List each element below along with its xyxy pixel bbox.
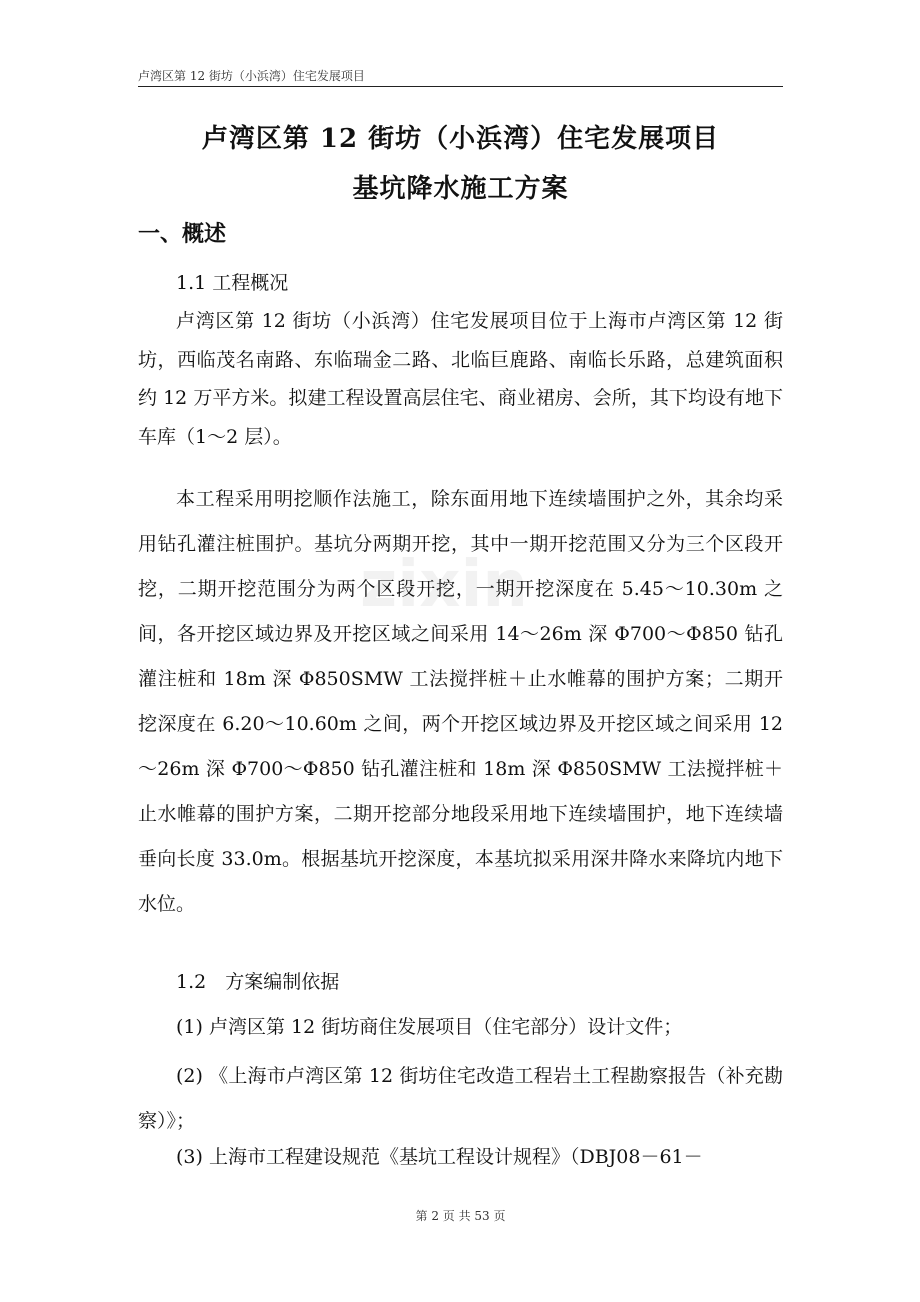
basis-item-1: (1) 卢湾区第 12 街坊商住发展项目（住宅部分）设计文件；: [176, 1016, 683, 1038]
subsection-title-1-1: 1.1 工程概况: [176, 272, 289, 294]
page-header: [138, 62, 783, 87]
watermark: zixin: [360, 548, 528, 622]
basis-item-3: (3) 上海市工程建设规范《基坑工程设计规程》（DBJ08－61－: [176, 1146, 703, 1168]
basis-item-2: (2) 《上海市卢湾区第 12 街坊住宅改造工程岩土工程勘察报告（补充勘察）》；: [138, 1065, 783, 1132]
document-title: 卢湾区第 12 街坊（小浜湾）住宅发展项目: [201, 124, 720, 154]
header-text: 卢湾区第 12 街坊（小浜湾）住宅发展项目: [138, 69, 365, 83]
subsection-title-1-2: 1.2 方案编制依据: [176, 971, 340, 993]
document-subtitle: 基坑降水施工方案: [352, 174, 569, 204]
paragraph-overview-2: 本工程采用明挖顺作法施工，除东面用地下连续墙围护之外，其余均采用钻孔灌注桩围护。基坑分两期开挖，其中一期开挖范围又分为三个区段开挖，二期开挖范围分为两个区段开挖，一期开挖深度在 5.45～10.30m 之间，各开挖区域边界及开挖区域之间采用 14～26m 深 Φ700～Φ850 钻孔灌注桩和 18m 深 Φ850SMW 工法搅拌桩＋止水帷幕的围护方案；二期开挖深度在 6.20～10.60m 之间，两个开挖区域边界及开挖区域之间采用 12～26m 深 Φ700～Φ850 钻孔灌注桩和 18m 深 Φ850SMW 工法搅拌桩＋止水帷幕的围护方案，二期开挖部分地段采用地下连续墙围护，地下连续墙垂向长度 33.0m。根据基坑开挖深度，本基坑拟采用深井降水来降坑内地下水位。: [138, 488, 783, 915]
paragraph-overview-1: 卢湾区第 12 街坊（小浜湾）住宅发展项目位于上海市卢湾区第 12 街坊，西临茂名南路、东临瑞金二路、北临巨鹿路、南临长乐路，总建筑面积约 12 万平方米。拟建工程设置高层住宅、商业裙房、会所，其下均设有地下车库（1～2 层）。: [138, 310, 783, 448]
section-heading: 一、概述: [138, 221, 227, 247]
page-footer: 第 2 页 共 53 页: [415, 1209, 506, 1223]
